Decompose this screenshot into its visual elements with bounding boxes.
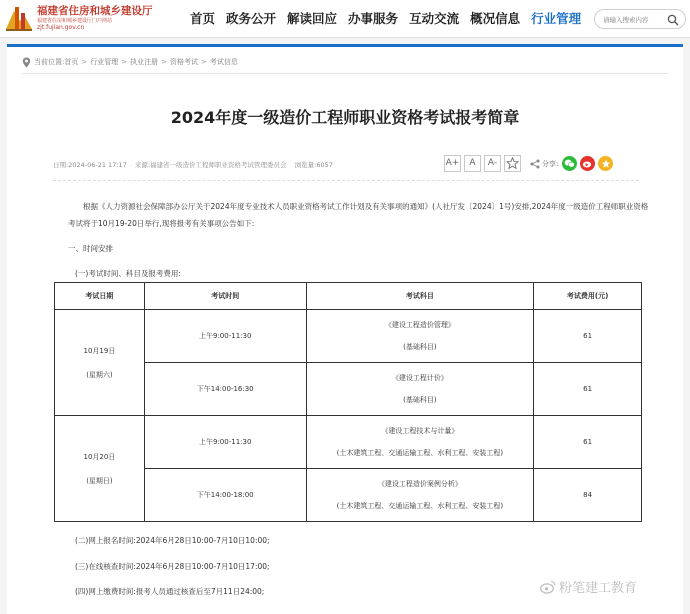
share-label: 分享: (542, 159, 559, 168)
share-icon (530, 159, 540, 169)
watermark-text: 粉笔建工教育 (559, 581, 638, 596)
online-registration-time: (二)网上报名时间:2024年6月28日10:00-7月10日10:00; (75, 536, 270, 545)
table-header-cell: 考试日期 (55, 283, 145, 310)
font-reset-button[interactable]: A (464, 155, 481, 172)
exam-category: (基础科目) (403, 396, 437, 404)
article-source: 来源:福建省一级造价工程师职业资格考试管理委员会 (134, 161, 287, 169)
exam-fee-cell: 61 (534, 363, 642, 416)
table-header-cell: 考试费用(元) (534, 283, 642, 310)
section-heading-schedule: 一、时间安排 (68, 244, 113, 253)
exam-subject: 《建设工程造价案例分析》 (377, 480, 462, 488)
main-nav (186, 0, 588, 38)
exam-fee-cell: 61 (534, 310, 642, 363)
table-header-cell: 考试时间 (144, 283, 306, 310)
exam-subject: 《建设工程技术与计量》 (381, 427, 459, 435)
article-meta (53, 160, 339, 169)
favorite-button[interactable] (504, 155, 521, 172)
breadcrumb-home[interactable]: 首页 (64, 58, 79, 66)
font-decrease-button[interactable]: A- (484, 155, 501, 172)
exam-weekday: (星期日) (86, 476, 113, 485)
breadcrumb (22, 56, 238, 68)
breadcrumb-divider (22, 73, 668, 74)
wechat-share-button[interactable] (562, 156, 577, 171)
exam-subject-cell (306, 416, 534, 469)
article-date: 日期:2024-06-21 17:17 (53, 161, 127, 169)
exam-category: (土木建筑工程、交通运输工程、水利工程、安装工程) (336, 502, 504, 510)
search-icon[interactable] (667, 14, 679, 26)
article-intro-text: 根据《人力资源社会保障部办公厅关于2024年度专业技术人员职业资格考试工作计划及有关事项的通知》(人社厅发〔2024〕1号)安排,2024年度一级造价工程师职业资格考试将于10月19-20日举行,现将报考有关事项公告如下: (68, 202, 649, 228)
exam-date-cell (55, 416, 145, 522)
table-header-cell: 考试科目 (306, 283, 534, 310)
qzone-share-button[interactable] (598, 156, 613, 171)
exam-weekday: (星期六) (86, 370, 113, 379)
exam-time-cell: 上午9:00-11:30 (144, 310, 306, 363)
exam-subject: 《建设工程计价》 (391, 374, 448, 382)
exam-subject: 《建设工程造价管理》 (384, 321, 455, 329)
exam-category: (土木建筑工程、交通运输工程、水利工程、安装工程) (336, 449, 504, 457)
breadcrumb-separator: > (81, 58, 88, 66)
article-tools (444, 155, 616, 172)
logo-domain: zjt.fujian.gov.cn (37, 24, 85, 31)
exam-subject-cell (306, 469, 534, 522)
site-header (0, 0, 690, 38)
nav-interpretation[interactable]: 解读回应 (287, 11, 338, 26)
nav-services[interactable]: 办事服务 (348, 11, 399, 26)
breadcrumb-separator: > (121, 58, 128, 66)
weibo-watermark-icon (540, 580, 556, 594)
breadcrumb-separator: > (200, 58, 207, 66)
search-box (594, 9, 686, 29)
nav-overview[interactable]: 概况信息 (470, 11, 521, 26)
star-icon (506, 157, 519, 170)
article-panel (7, 44, 683, 614)
wechat-icon (564, 159, 575, 168)
breadcrumb-separator: > (161, 58, 167, 66)
exam-time-cell: 下午14:00-16:30 (144, 363, 306, 416)
qzone-star-icon (601, 159, 611, 169)
article-title: 2024年度一级造价工程师职业资格考试报考简章 (170, 108, 520, 127)
exam-date: 10月19日 (83, 346, 116, 355)
article-views: 浏览量:6057 (294, 161, 333, 169)
online-payment-time: (四)网上缴费时间:报考人员通过核查后至7月11日24:00; (75, 587, 265, 596)
logo-subtitle: 福建省住房和城乡建设厅门户网站 (37, 18, 113, 24)
table-row (55, 416, 642, 469)
breadcrumb-label: 当前位置: (34, 58, 65, 66)
weibo-icon (582, 159, 593, 168)
exam-fee-cell: 61 (534, 416, 642, 469)
exam-date-cell (55, 310, 145, 416)
site-logo-icon[interactable] (4, 3, 34, 33)
meta-divider (53, 180, 639, 181)
exam-subject-cell (306, 310, 534, 363)
breadcrumb-exam[interactable]: 资格考试 (169, 58, 198, 66)
logo-title[interactable]: 福建省住房和城乡建设厅 (37, 5, 153, 17)
exam-schedule-table (54, 282, 642, 522)
breadcrumb-registration[interactable]: 执业注册 (130, 58, 159, 66)
table-header-row (55, 283, 642, 310)
exam-time-cell: 上午9:00-11:30 (144, 416, 306, 469)
location-pin-icon (22, 57, 31, 68)
search-input[interactable] (603, 13, 665, 26)
online-verification-time: (三)在线核查时间:2024年6月28日10:00-7月10日17:00; (75, 562, 270, 571)
breadcrumb-industry[interactable]: 行业管理 (90, 58, 119, 66)
font-increase-button[interactable]: A+ (444, 155, 461, 172)
subsection-heading-exam-time: (一)考试时间、科目及报考费用: (75, 269, 181, 278)
exam-date: 10月20日 (83, 452, 116, 461)
exam-time-cell: 下午14:00-18:00 (144, 469, 306, 522)
breadcrumb-exam-info[interactable]: 考试信息 (209, 58, 238, 66)
exam-fee-cell: 84 (534, 469, 642, 522)
nav-interaction[interactable]: 互动交流 (409, 11, 460, 26)
article-intro (68, 198, 654, 232)
nav-gov-affairs[interactable]: 政务公开 (226, 11, 277, 26)
exam-category: (基础科目) (403, 343, 437, 351)
watermark (540, 577, 637, 596)
nav-home[interactable]: 首页 (190, 11, 216, 26)
table-row (55, 310, 642, 363)
exam-subject-cell (306, 363, 534, 416)
weibo-share-button[interactable] (580, 156, 595, 171)
nav-industry-management[interactable]: 行业管理 (531, 11, 582, 26)
